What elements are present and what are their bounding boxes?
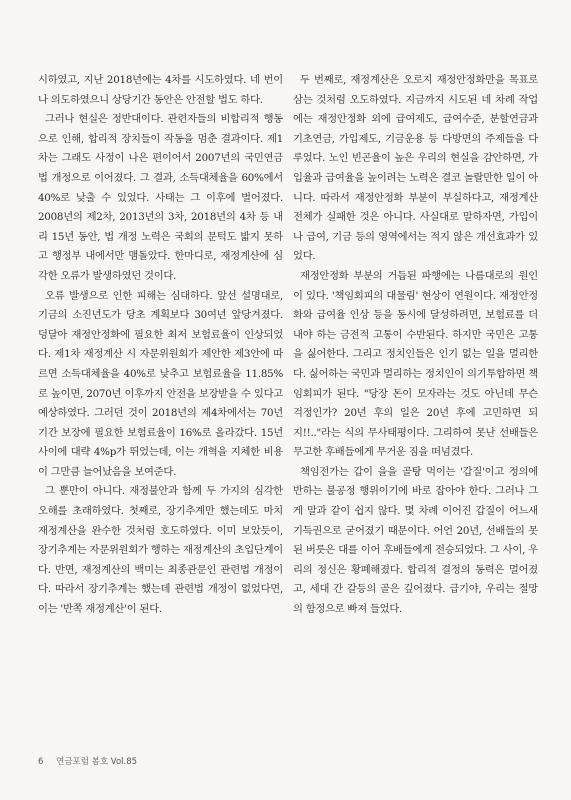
left-paragraph-1: 시하였고, 지난 2018년에는 4차를 시도하였다. 네 번이나 의도하였으니 상당기간 동안은 안전할 법도 하다. xyxy=(38,74,283,106)
page-footer xyxy=(38,755,137,767)
right-paragraph-3: 책임전가는 갑이 을을 골탕 먹이는 '갑질'이고 정의에 반하는 불공정 행위이기에 바로 잡아야 한다. 그러나 그게 말과 같이 쉽지 않다. 몇 차례 이어진 갑질이 어느새 기득권으로 굳어졌기 때문이다. 어언 20년, 선배들의 못된 버릇은 대를 이어 후배들에게 전승되었다. 그 사이, 우리의 정신은 황폐해졌다. 합리적 결정의 동력은 멀어졌고, 세대 간 갈등의 골은 깊어졌다. 급기야, 우리는 절망의 함정으로 빠져 들었다. xyxy=(293,465,538,616)
publication-name: 연금포럼 봄호 Vol.85 xyxy=(56,757,138,767)
left-paragraph-2: 그러나 현실은 정반대이다. 관련자들의 비합리적 행동으로 인해, 합리적 장치들이 작동을 멈춘 결과이다. 제1차는 그래도 사정이 나은 편이어서 2007년의 국민연금법 개정으로 이어졌다. 그 결과, 소득대체율을 60%에서 40%로 낮출 수 있었다. 사태는 그 이후에 벌어졌다. 2008년의 제2차, 2013년의 3차, 2018년의 4차 등 내리 15년 동안, 법 개정 노력은 국회의 문턱도 밟지 못하고 행정부 내에서만 맴돌았다. 한마디로, 재정계산에 심각한 오류가 발생하였던 것이다. xyxy=(38,113,283,282)
left-column xyxy=(38,71,283,620)
right-column xyxy=(293,71,538,620)
left-paragraph-4: 그 뿐만이 아니다. 재정불안과 함께 두 가지의 심각한 오해를 초래하였다. 첫째로, 장기추계만 했는데도 마치 재정계산을 완수한 것처럼 호도하였다. 이미 보았듯이, 장기추계는 자문위원회가 행하는 재정계산의 초입단계이다. 반면, 재정계산의 백미는 최종관문인 관련법 개정이다. 따라서 장기추계는 했는데 관련법 개정이 없었다면, 이는 '반쪽 재정계산'이 된다. xyxy=(38,485,283,616)
right-paragraph-2: 재정안정화 부분의 거듭된 파행에는 나름대로의 원인이 있다. '책임회피의 대물림' 현상이 연원이다. 재정안정화와 급여율 인상 등을 동시에 달성하려면, 보험료를 더 내야 하는 금전적 고통이 수반된다. 하지만 국민은 고통을 싫어한다. 그리고 정치인들은 인기 없는 일을 멀리한다. 싫어하는 국민과 멀리하는 정치인이 의기투합하면 책임회피가 된다. "당장 돈이 모자라는 것도 아닌데 무슨 걱정인가? 20년 후의 일은 20년 후에 고민하면 되지!!.."라는 식의 무사태평이다. 그리하여 못난 선배들은 무고한 후배들에게 무거운 짐을 떠넘겼다. xyxy=(293,269,538,459)
right-paragraph-1: 두 번째로, 재정계산은 오로지 재정안정화만을 목표로 삼는 것처럼 오도하였다. 지금까지 시도된 네 차례 작업에는 재정안정화 외에 급여제도, 급여수준, 분할연금과 기초연금, 가입제도, 기금운용 등 다방면의 주제들을 다루었다. 노인 빈곤율이 높은 우리의 현실을 감안하면, 가입율과 급여율을 높이려는 노력은 결코 놀랄만한 일이 아니다. 따라서 재정안정화 부분이 부실하다고, 재정계산 전체가 실패한 것은 아니다. 사실대로 말하자면, 가입이나 급여, 기금 등의 영역에서는 적지 않은 개선효과가 있었다. xyxy=(293,74,538,263)
page-number: 6 xyxy=(38,757,44,767)
left-paragraph-3: 오류 발생으로 인한 피해는 심대하다. 앞선 설명대로, 기금의 소진년도가 당초 계획보다 30여년 앞당겨졌다. 덩달아 재정안정화에 필요한 최저 보험료율이 인상되었다. 제1차 재정계산 시 자문위원회가 제안한 제3안에 따르면 소득대체율을 40%로 낮추고 보험료율을 11.85%로 높이면, 2070년 이후까지 안전을 보장받을 수 있다고 예상하였다. 그러던 것이 2018년의 제4차에서는 70년 기간 보장에 필요한 보험료율이 16%로 올라갔다. 15년 사이에 대략 4%p가 뛰었는데, 이는 개혁을 지체한 비용이 그만큼 늘어났음을 보여준다. xyxy=(38,289,283,478)
